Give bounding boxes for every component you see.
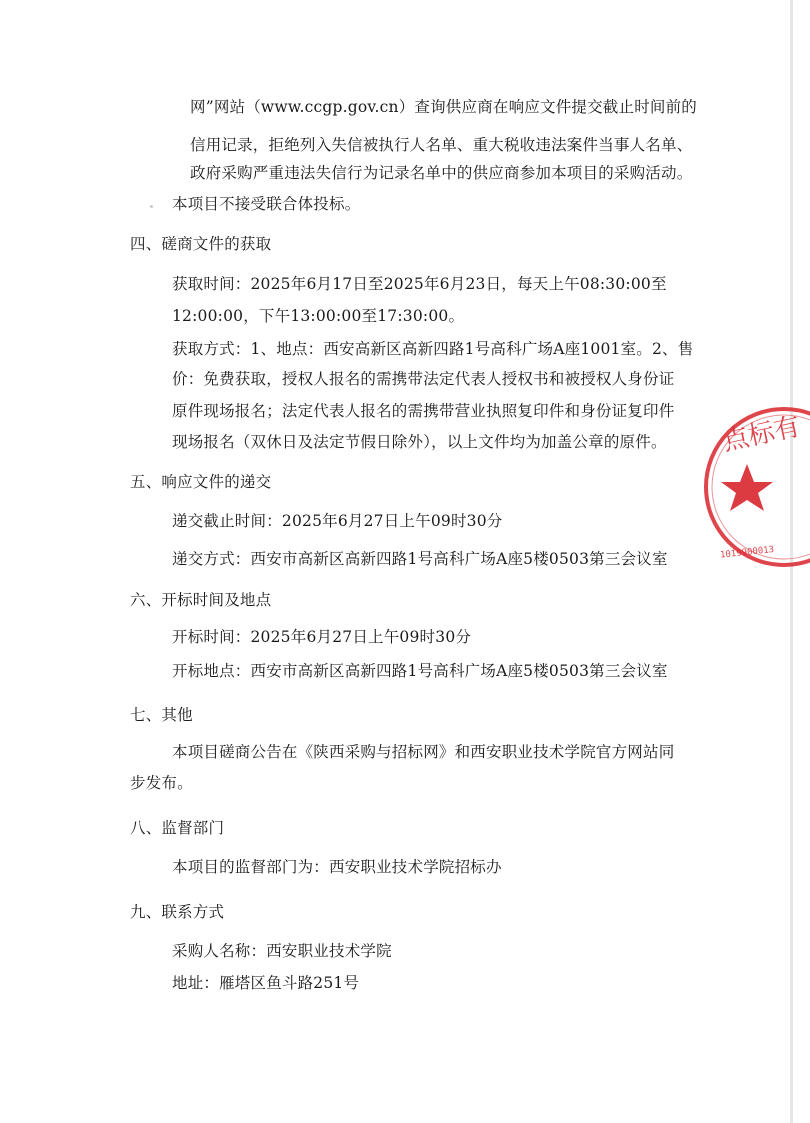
acquisition-time-line-1: 获取时间：2025年6月17日至2025年6月23日，每天上午08:30:00至 [172,275,667,293]
section-4-heading: 四、磋商文件的获取 [130,235,272,253]
submission-method: 递交方式：西安市高新区高新四路1号高科广场A座5楼0503第三会议室 [172,550,668,568]
acquisition-method-line-2: 价：免费获取，授权人报名的需携带法定代表人授权书和被授权人身份证 [172,370,675,388]
credit-paragraph-line-2: 信用记录，拒绝列入失信被执行人名单、重大税收违法案件当事人名单、 [190,136,693,154]
opening-place: 开标地点：西安市高新区高新四路1号高科广场A座5楼0503第三会议室 [172,662,668,680]
acquisition-method-line-1: 获取方式：1、地点：西安高新区高新四路1号高科广场A座1001室。2、售 [172,340,694,358]
no-consortium-text: 本项目不接受联合体投标。 [172,195,361,213]
seal-serial-number: 1019900013 [719,545,775,561]
section-5-heading: 五、响应文件的递交 [130,473,272,491]
seal-arc-text: 点标有 [720,411,803,458]
acquisition-method-line-3: 原件现场报名；法定代表人报名的需携带营业执照复印件和身份证复印件 [172,402,675,420]
section-7-heading: 七、其他 [130,706,193,724]
credit-paragraph-line-3: 政府采购严重违法失信行为记录名单中的供应商参加本项目的采购活动。 [190,164,693,182]
section-8-heading: 八、监督部门 [130,819,225,837]
seal-star-icon [721,464,773,511]
buyer-name: 采购人名称：西安职业技术学院 [172,942,392,960]
acquisition-method-line-4: 现场报名（双休日及法定节假日除外），以上文件均为加盖公章的原件。 [172,433,667,451]
submission-deadline: 递交截止时间：2025年6月27日上午09时30分 [172,512,503,530]
section-6-heading: 六、开标时间及地点 [130,591,272,609]
acquisition-time-line-2: 12:00:00，下午13:00:00至17:30:00。 [172,307,465,325]
section-9-heading: 九、联系方式 [130,903,225,921]
credit-paragraph-line-1: 网”网站（www.ccgp.gov.cn）查询供应商在响应文件提交截止时间前的 [190,98,698,116]
scan-dot [150,205,153,208]
buyer-address: 地址：雁塔区鱼斗路251号 [172,974,360,992]
supervision-line: 本项目的监督部门为：西安职业技术学院招标办 [172,858,502,876]
official-seal-stamp [700,402,810,572]
opening-time: 开标时间：2025年6月27日上午09时30分 [172,628,472,646]
other-line-1: 本项目磋商公告在《陕西采购与招标网》和西安职业技术学院官方网站同 [172,743,675,761]
other-line-2: 步发布。 [130,774,193,792]
